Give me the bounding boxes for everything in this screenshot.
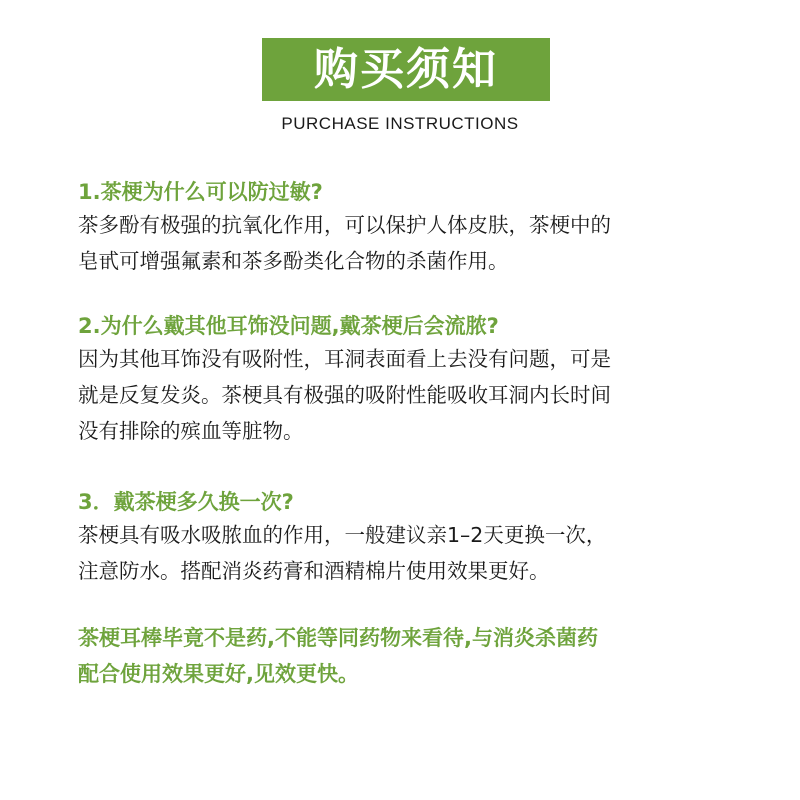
closing-note (78, 620, 728, 692)
faq-section-3 (78, 487, 728, 589)
faq-answer (78, 341, 728, 449)
note-line: 配合使用效果更好,见效更快。 (78, 662, 359, 686)
faq-section-1 (78, 177, 728, 279)
answer-line: 茶多酚有极强的抗氧化作用，可以保护人体皮肤，茶梗中的 (78, 213, 611, 237)
answer-line: 就是反复发炎。茶梗具有极强的吸附性能吸收耳洞内长时间 (78, 383, 611, 407)
faq-question: 3．戴茶梗多久换一次? (78, 490, 294, 514)
answer-line: 没有排除的殡血等脏物。 (78, 419, 304, 443)
faq-question: 2.为什么戴其他耳饰没问题,戴茶梗后会流脓? (78, 314, 499, 338)
title-banner (262, 38, 550, 101)
page-subtitle: PURCHASE INSTRUCTIONS (281, 114, 519, 133)
faq-section-2 (78, 311, 728, 449)
answer-line: 注意防水。搭配消炎药膏和酒精棉片使用效果更好。 (78, 559, 550, 583)
note-line: 茶梗耳棒毕竟不是药,不能等同药物来看待,与消炎杀菌药 (78, 626, 598, 650)
faq-question: 1.茶梗为什么可以防过敏? (78, 180, 323, 204)
answer-line: 皂甙可增强氟素和茶多酚类化合物的杀菌作用。 (78, 249, 509, 273)
answer-line: 因为其他耳饰没有吸附性，耳洞表面看上去没有问题，可是 (78, 347, 611, 371)
faq-answer (78, 517, 728, 589)
answer-line: 茶梗具有吸水吸脓血的作用，一般建议亲1–2天更换一次， (78, 523, 607, 547)
page-title: 购买须知 (314, 43, 498, 95)
faq-answer (78, 207, 728, 279)
